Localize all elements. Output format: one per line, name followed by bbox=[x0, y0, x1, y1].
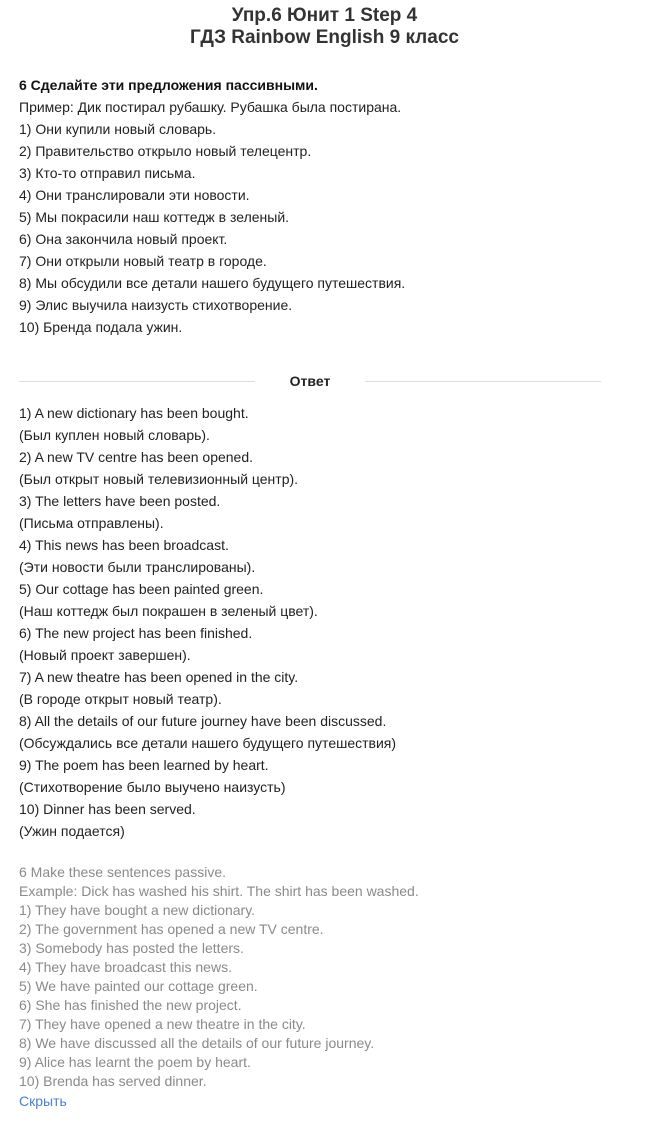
answer-line: (В городе открыт новый театр). bbox=[19, 691, 222, 707]
task-item: 10) Бренда подала ужин. bbox=[19, 319, 183, 335]
divider-rule-left bbox=[19, 381, 255, 382]
task-item: 5) Мы покрасили наш коттедж в зеленый. bbox=[19, 209, 290, 225]
page-title bbox=[0, 0, 649, 49]
answer-line: 10) Dinner has been served. bbox=[19, 801, 196, 817]
answer-line: (Письма отправлены). bbox=[19, 515, 164, 531]
task-item: 9) Элис выучила наизусть стихотворение. bbox=[19, 297, 293, 313]
original-line: 7) They have opened a new theatre in the city. bbox=[19, 1016, 306, 1032]
answer-line: (Был открыт новый телевизионный центр). bbox=[19, 471, 299, 487]
answer-line: 6) The new project has been finished. bbox=[19, 625, 253, 641]
answer-line: (Обсуждались все детали нашего будущего путешествия) bbox=[19, 735, 397, 751]
answer-label: Ответ bbox=[289, 373, 331, 389]
original-line: 8) We have discussed all the details of our future journey. bbox=[19, 1035, 375, 1051]
answer-line: 8) All the details of our future journey have been discussed. bbox=[19, 713, 387, 729]
task-item: 3) Кто-то отправил письма. bbox=[19, 165, 196, 181]
answer-line: 1) A new dictionary has been bought. bbox=[19, 405, 249, 421]
original-line: 10) Brenda has served dinner. bbox=[19, 1073, 207, 1089]
answer-block bbox=[19, 402, 629, 842]
original-line: 1) They have bought a new dictionary. bbox=[19, 902, 256, 918]
page-title-line-2: ГДЗ Rainbow English 9 класс bbox=[190, 27, 459, 48]
answer-line: 2) A new TV centre has been opened. bbox=[19, 449, 254, 465]
original-line: 9) Alice has learnt the poem by heart. bbox=[19, 1054, 251, 1070]
answer-line: 4) This news has been broadcast. bbox=[19, 537, 229, 553]
answer-divider bbox=[19, 370, 601, 392]
answer-line: (Наш коттедж был покрашен в зеленый цвет). bbox=[19, 603, 318, 619]
task-item: 4) Они транслировали эти новости. bbox=[19, 187, 250, 203]
original-line: 3) Somebody has posted the letters. bbox=[19, 940, 244, 956]
original-line: 6) She has finished the new project. bbox=[19, 997, 242, 1013]
page-title-line-1: Упр.6 Юнит 1 Step 4 bbox=[231, 5, 418, 26]
answer-line: (Эти новости были транслированы). bbox=[19, 559, 256, 575]
answer-line: (Был куплен новый словарь). bbox=[19, 427, 210, 443]
task-heading: 6 Сделайте эти предложения пассивными. bbox=[19, 77, 318, 93]
original-line: Example: Dick has washed his shirt. The shirt has been washed. bbox=[19, 883, 419, 899]
answer-line: 7) A new theatre has been opened in the city. bbox=[19, 669, 299, 685]
original-line: 2) The government has opened a new TV centre. bbox=[19, 921, 324, 937]
hide-link[interactable]: Скрыть bbox=[19, 1093, 67, 1109]
task-item: 8) Мы обсудили все детали нашего будущего путешествия. bbox=[19, 275, 406, 291]
task-example: Пример: Дик постирал рубашку. Рубашка была постирана. bbox=[19, 99, 402, 115]
answer-line: (Стихотворение было выучено наизусть) bbox=[19, 779, 286, 795]
original-line: 6 Make these sentences passive. bbox=[19, 864, 227, 880]
answer-line: (Ужин подается) bbox=[19, 823, 125, 839]
task-item: 2) Правительство открыло новый телецентр. bbox=[19, 143, 312, 159]
original-line: 5) We have painted our cottage green. bbox=[19, 978, 258, 994]
answer-line: 3) The letters have been posted. bbox=[19, 493, 221, 509]
task-block bbox=[19, 74, 629, 338]
original-line: 4) They have broadcast this news. bbox=[19, 959, 232, 975]
task-item: 1) Они купили новый словарь. bbox=[19, 121, 217, 137]
answer-line: 5) Our cottage has been painted green. bbox=[19, 581, 264, 597]
answer-line: 9) The poem has been learned by heart. bbox=[19, 757, 269, 773]
divider-rule-right bbox=[365, 381, 601, 382]
task-item: 6) Она закончила новый проект. bbox=[19, 231, 228, 247]
answer-line: (Новый проект завершен). bbox=[19, 647, 191, 663]
original-exercise-block bbox=[19, 863, 629, 1091]
task-item: 7) Они открыли новый театр в городе. bbox=[19, 253, 267, 269]
